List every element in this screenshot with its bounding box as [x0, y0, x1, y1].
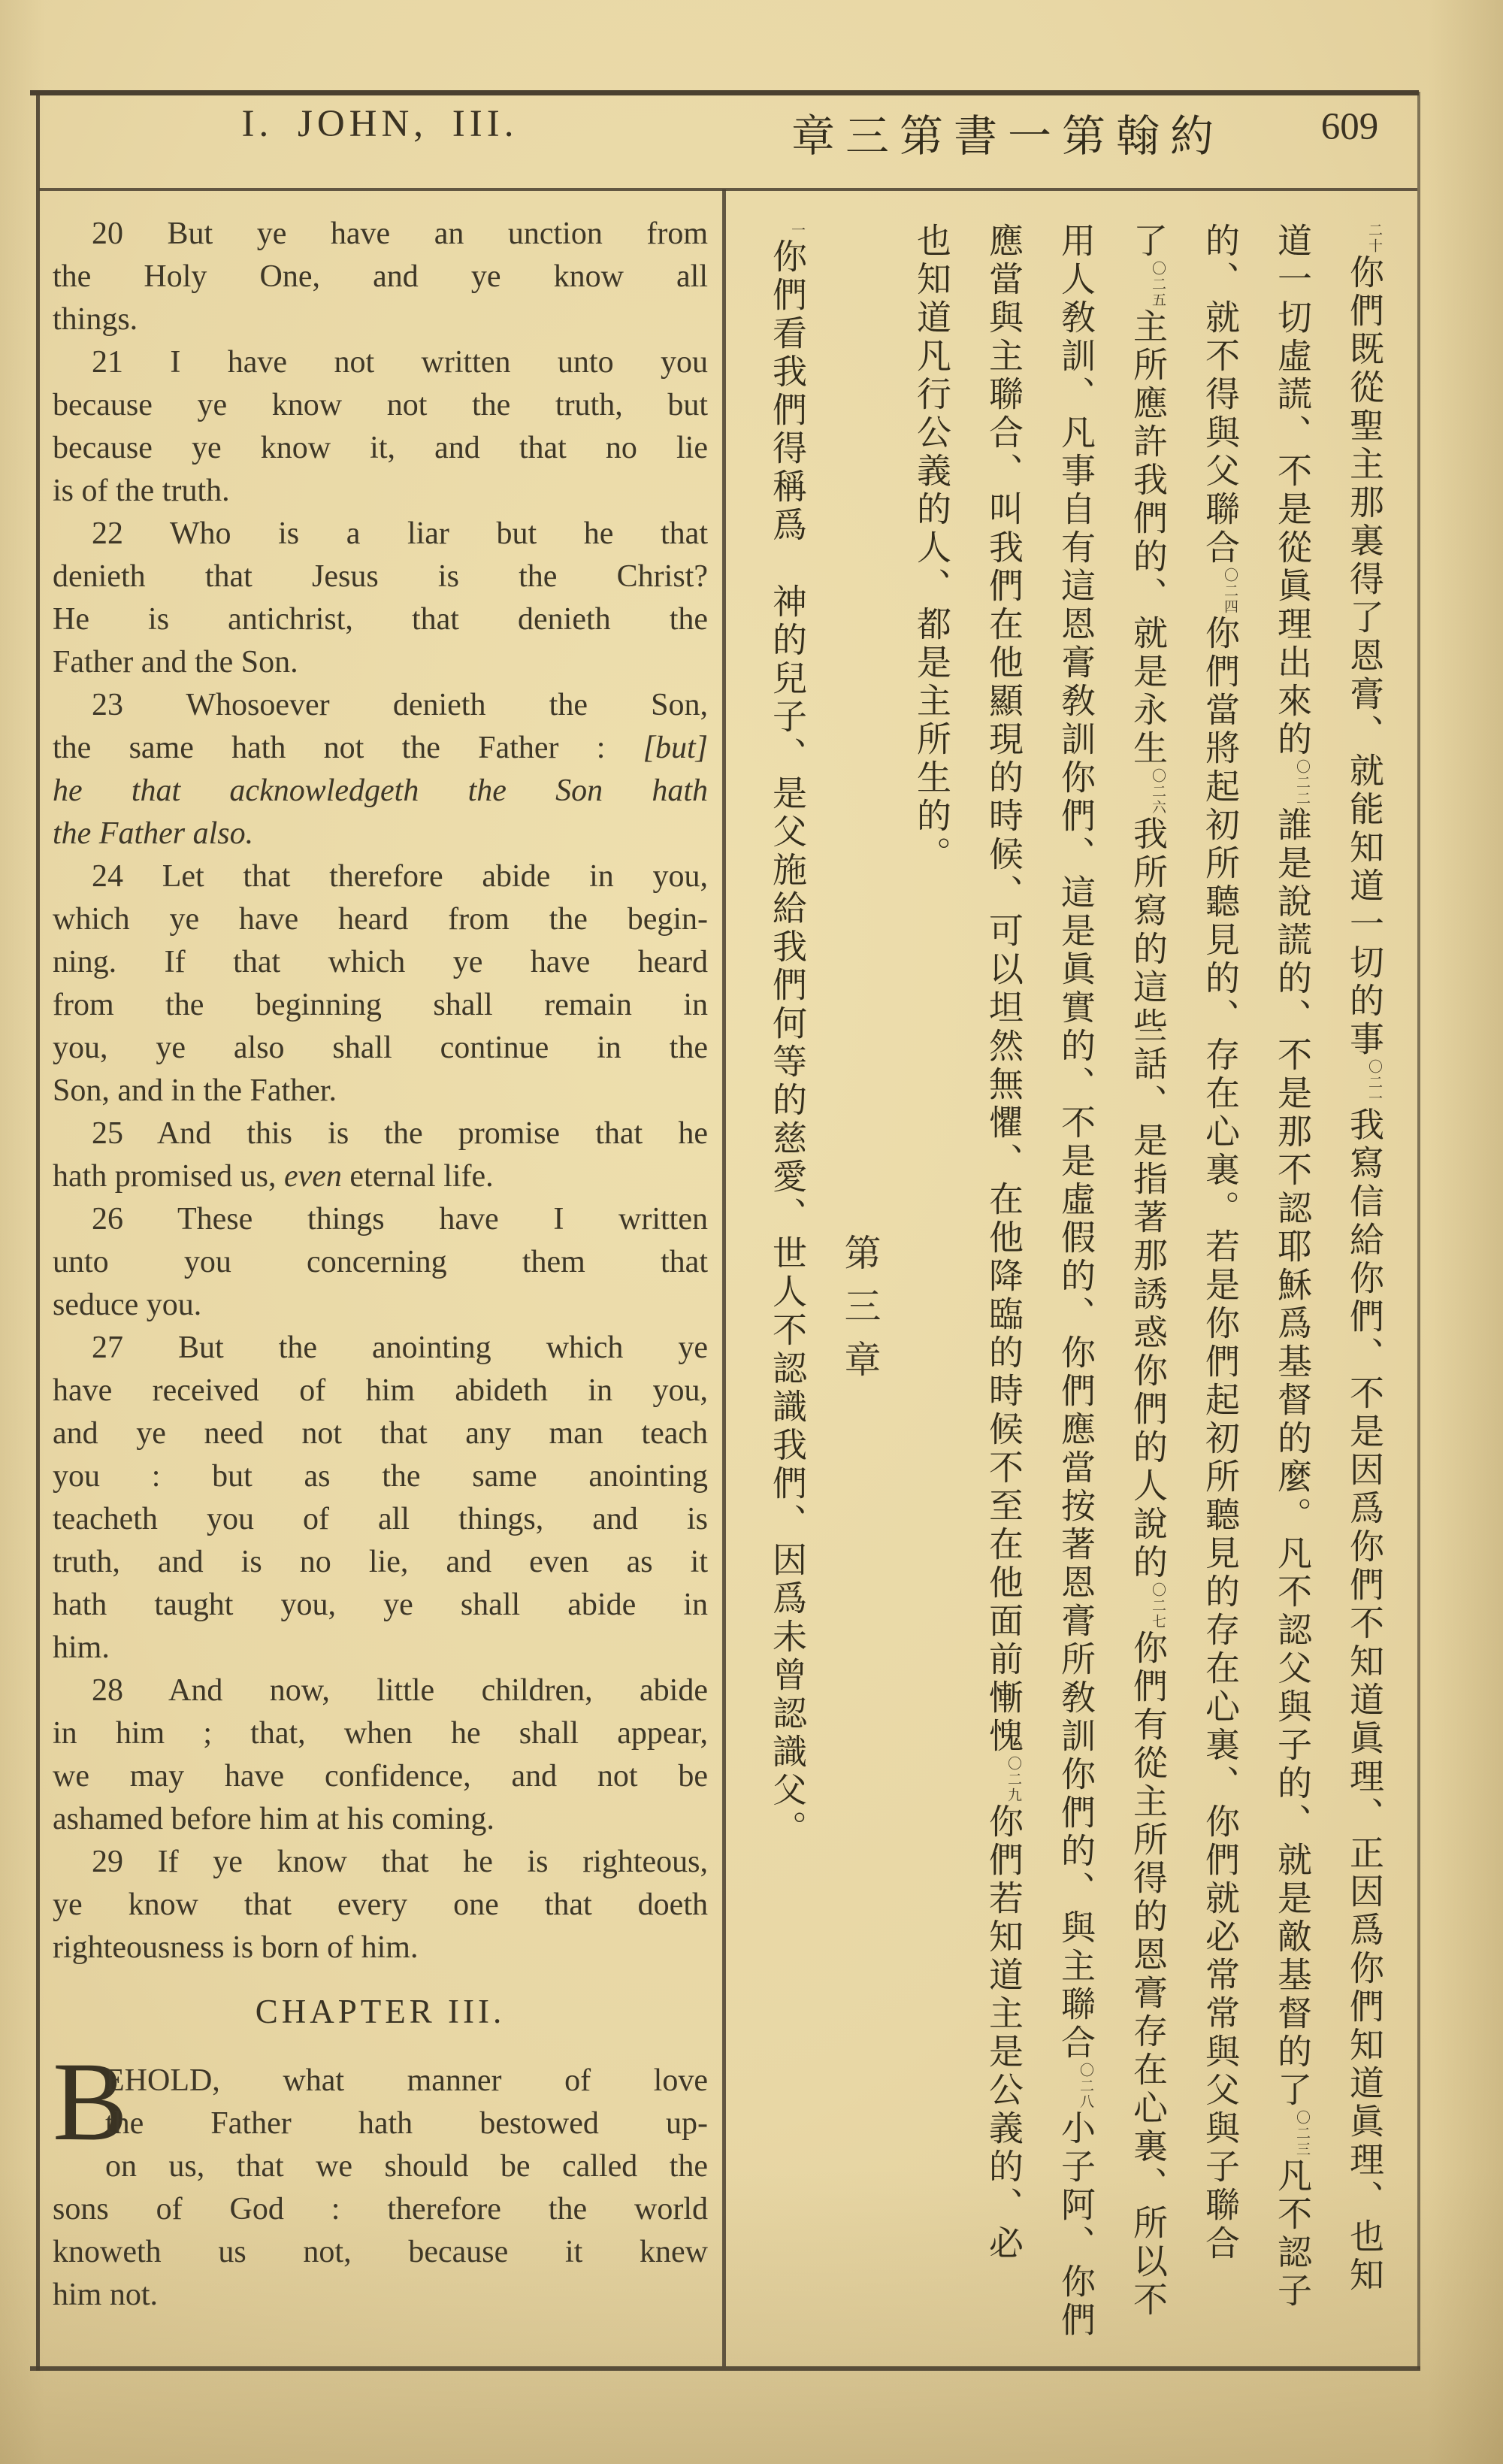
verse-number-marker: 二十 — [1366, 222, 1383, 254]
chinese-text-column: 的、就不得與父聯合〇二四你們當將起初所聽見的、存在心裏。若是你們起初所聽見的存在心裏、你們就必常常與父與子聯合 — [1184, 222, 1257, 2369]
page-number: 609 — [1320, 106, 1379, 148]
verse-number-marker: 〇二一 — [1366, 1059, 1383, 1106]
text-line: 20 But ye have an unction from — [92, 216, 708, 251]
text-line: the Father also. — [53, 816, 254, 851]
text-line: unto you concerning them that — [53, 1245, 708, 1279]
text-line: and ye need not that any man teach — [53, 1416, 708, 1451]
verse-paragraph — [53, 213, 708, 341]
text-line: him not. — [53, 2278, 159, 2312]
behold-paragraph — [53, 2039, 708, 2317]
verse-paragraph — [53, 1669, 708, 1841]
text-line: 23 Whosoever denieth the Son, — [92, 688, 708, 722]
text-line: righteousness is born of him. — [53, 1930, 419, 1965]
text-line: have received of him abideth in you, — [53, 1373, 708, 1408]
text-line: Father and the Son. — [53, 645, 298, 680]
verse-number-marker: 〇二四 — [1222, 568, 1238, 615]
verse-paragraph — [53, 341, 708, 513]
frame-right-rule — [1417, 92, 1420, 2369]
running-head-english: I. JOHN, III. — [241, 103, 519, 145]
verse-paragraph — [53, 1112, 708, 1198]
verse-paragraph — [53, 855, 708, 1112]
running-head-chinese: 章三第書一第翰約 — [791, 110, 1224, 162]
verse-paragraph — [53, 684, 708, 855]
text-line: in him ; that, when he shall appear, — [53, 1716, 708, 1751]
verse-number-marker: 〇二八 — [1078, 2063, 1094, 2110]
text-line: Son, and in the Father. — [53, 1073, 337, 1108]
verse-paragraph — [53, 1841, 708, 1969]
chapter-heading: CHAPTER III. — [255, 1993, 506, 2030]
text-line: EHOLD, what manner of love — [105, 2063, 708, 2098]
verse-paragraph — [53, 1327, 708, 1669]
text-line: 22 Who is a liar but he that — [92, 516, 708, 551]
frame-left-rule — [36, 90, 40, 2371]
verses-block — [53, 213, 708, 1969]
chinese-text-column: 道一切虛謊、不是從眞理出來的〇二二誰是說謊的、不是那不認耶穌爲基督的麼。凡不認父與子的、就是敵基督的了〇二三凡不認子 — [1257, 222, 1329, 2369]
text-line: the Father hath bestowed up- — [105, 2106, 708, 2141]
chinese-chapter-heading: 第三章 — [839, 1233, 882, 1394]
text-line: you : but as the same anointing — [53, 1459, 708, 1494]
text-line: we may have confidence, and not be — [53, 1759, 708, 1794]
verse-paragraph — [53, 513, 708, 684]
verse-paragraph — [53, 1198, 708, 1327]
text-line: 28 And now, little children, abide — [92, 1673, 708, 1708]
text-line: from the beginning shall remain in — [53, 988, 708, 1022]
text-line: ye know that every one that doeth — [53, 1887, 708, 1922]
text-line: seduce you. — [53, 1288, 202, 1322]
chinese-text-column: 應當與主聯合、叫我們在他顯現的時候、可以坦然無懼、在他降臨的時候不至在他面前慚愧〇二九你們若知道主是公義的、必 — [968, 222, 1040, 2369]
verse-number-marker: 〇二九 — [1006, 1756, 1022, 1803]
verse-number-marker: 一 — [789, 222, 806, 238]
text-line: you, ye also shall continue in the — [53, 1031, 708, 1065]
text-line: teacheth you of all things, and is — [53, 1502, 708, 1536]
text-line: 26 These things have I written — [92, 1202, 708, 1237]
verse-number-marker: 〇二五 — [1150, 261, 1166, 308]
verse-number-marker: 〇二二 — [1294, 759, 1311, 807]
verse-number-marker: 〇二六 — [1150, 768, 1166, 816]
text-line: on us, that we should be called the — [105, 2149, 708, 2184]
chinese-text-column: 用人敎訓、凡事自有這恩膏敎訓你們、這是眞實的、不是虛假的、你們應當按著恩膏所敎訓你們的、與主聯合〇二八小子阿、你們 — [1040, 222, 1112, 2369]
chinese-text-column: 了〇二五主所應許我們的、就是永生〇二六我所寫的這些話、是指著那誘惑你們的人說的〇二七你們有從主所得的恩膏存在心裏、所以不 — [1112, 222, 1184, 2369]
text-line: hath taught you, ye shall abide in — [53, 1588, 708, 1622]
chinese-text-column: 一你們看我們得稱爲 神的兒子、是父施給我們何等的慈愛、世人不認識我們、因爲未曾認識父。 — [752, 222, 824, 2369]
text-line: because ye know it, and that no lie — [53, 431, 708, 465]
verse-number-marker: 〇二三 — [1294, 2110, 1311, 2157]
text-line: He is antichrist, that denieth the — [53, 602, 708, 637]
text-line: him. — [53, 1630, 110, 1665]
text-line: hath promised us, even eternal life. — [53, 1159, 494, 1194]
text-line: he that acknowledgeth the Son hath — [53, 773, 708, 808]
text-line: truth, and is no lie, and even as it — [53, 1545, 708, 1579]
text-line: ashamed before him at his coming. — [53, 1802, 494, 1836]
text-line: because ye know not the truth, but — [53, 388, 708, 422]
text-line: 24 Let that therefore abide in you, — [92, 859, 708, 894]
text-line: knoweth us not, because it knew — [53, 2235, 708, 2269]
frame-top-rule — [30, 90, 1419, 95]
text-line: the Holy One, and ye know all — [53, 259, 708, 294]
text-line: 21 I have not written unto you — [92, 345, 708, 380]
text-line: 25 And this is the promise that he — [92, 1116, 708, 1151]
text-line: the same hath not the Father : [but] — [53, 731, 708, 765]
text-line: sons of God : therefore the world — [53, 2192, 708, 2226]
header-separator-rule — [39, 188, 1417, 191]
drop-cap: B — [53, 2039, 129, 2164]
chinese-text-area — [752, 222, 1401, 2369]
english-text-column — [53, 213, 708, 2317]
text-line: 27 But the anointing which ye — [92, 1330, 708, 1365]
text-line: which ye have heard from the begin- — [53, 902, 708, 937]
verse-number-marker: 〇二七 — [1150, 1582, 1166, 1630]
chinese-text-column: 也知道凡行公義的人、都是主所生的。 — [912, 222, 952, 874]
chinese-text-column: 二十你們既從聖主那裏得了恩膏、就能知道一切的事〇二一我寫信給你們、不是因爲你們不知道眞理、正因爲你們知道眞理、也知 — [1329, 222, 1401, 2369]
text-line: ning. If that which ye have heard — [53, 945, 708, 979]
text-line: is of the truth. — [53, 474, 230, 508]
text-line: denieth that Jesus is the Christ? — [53, 559, 708, 594]
text-line: things. — [53, 302, 138, 337]
text-line: 29 If ye know that he is righteous, — [92, 1845, 708, 1879]
column-divider-rule — [722, 189, 726, 2366]
